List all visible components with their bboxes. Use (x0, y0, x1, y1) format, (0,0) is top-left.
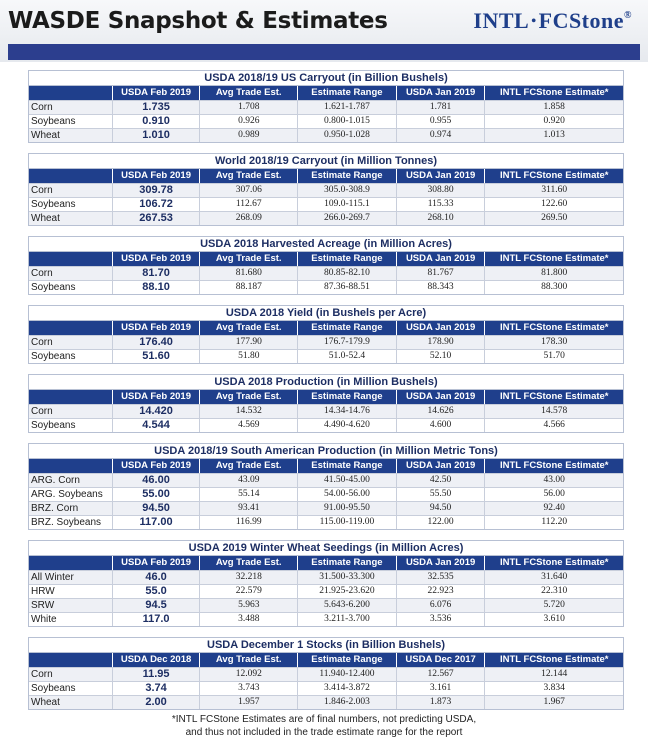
cell-est: 56.00 (543, 489, 565, 499)
header-cell-blank (29, 390, 113, 404)
cell-range: 109.0-115.1 (298, 198, 397, 211)
data-table (28, 637, 624, 710)
cell-avg: 12.092 (200, 668, 298, 681)
cell-avg: 116.99 (200, 516, 298, 529)
cell-est: 12.144 (541, 669, 568, 679)
footnote-line-1: *INTL FCStone Estimates are of final numbers, not predicting USDA, (171, 714, 477, 725)
row-label: ARG. Corn (29, 474, 113, 487)
cell-avg: 0.989 (200, 129, 298, 142)
cell-est: 51.70 (543, 351, 565, 361)
table-row (29, 570, 623, 584)
table-row (29, 197, 623, 211)
table-row (29, 349, 623, 363)
cell-main: 55.0 (113, 585, 201, 598)
cell-range: 1.621-1.787 (298, 101, 397, 114)
table-row (29, 266, 623, 280)
data-table (28, 540, 624, 627)
column-header: USDA Jan 2019 (397, 169, 486, 183)
table-row (29, 418, 623, 432)
cell-main: 11.95 (113, 668, 201, 681)
cell-main: 1.735 (113, 101, 201, 114)
cell-avg: 4.569 (200, 419, 298, 432)
column-header: USDA Feb 2019 (113, 321, 201, 335)
cell-avg: 81.680 (200, 267, 298, 280)
cell-prior: 122.00 (397, 516, 486, 529)
cell-main: 88.10 (113, 281, 201, 294)
column-header: USDA Feb 2019 (113, 252, 201, 266)
data-table (28, 443, 624, 530)
cell-main: 14.420 (113, 405, 201, 418)
cell-est: 92.40 (543, 503, 565, 513)
cell-prior: 178.90 (397, 336, 486, 349)
table-row (29, 612, 623, 626)
brand-logo (473, 8, 632, 34)
column-header: Avg Trade Est. (200, 321, 298, 335)
cell-prior: 42.50 (397, 474, 486, 487)
table-row (29, 598, 623, 612)
cell-main: 176.40 (113, 336, 201, 349)
cell-est: 1.013 (543, 130, 565, 140)
cell-avg: 93.41 (200, 502, 298, 515)
cell-prior: 94.50 (397, 502, 486, 515)
table-header-row (29, 252, 623, 266)
column-header: Avg Trade Est. (200, 252, 298, 266)
cell-range: 14.34-14.76 (298, 405, 397, 418)
cell-prior: 88.343 (397, 281, 486, 294)
table-row (29, 681, 623, 695)
row-label: BRZ. Soybeans (29, 516, 113, 529)
logo-text-intl: INTL (473, 8, 530, 33)
cell-prior: 308.80 (397, 184, 486, 197)
column-header: INTL FCStone Estimate* (499, 557, 609, 568)
cell-prior: 268.10 (397, 212, 486, 225)
table-title: USDA December 1 Stocks (in Billion Bushels) (29, 638, 623, 653)
row-label: Soybeans (29, 682, 113, 695)
cell-est: 1.967 (543, 697, 565, 707)
table-title: USDA 2018/19 South American Production (in Million Metric Tons) (29, 444, 623, 459)
table-title: USDA 2018 Yield (in Bushels per Acre) (29, 306, 623, 321)
cell-range: 41.50-45.00 (298, 474, 397, 487)
table-row (29, 501, 623, 515)
row-label: ARG. Soybeans (29, 488, 113, 501)
cell-est: 22.310 (541, 586, 568, 596)
cell-est: 3.610 (543, 614, 565, 624)
cell-range: 266.0-269.7 (298, 212, 397, 225)
cell-range: 91.00-95.50 (298, 502, 397, 515)
table-row (29, 695, 623, 709)
table-row (29, 473, 623, 487)
cell-est: 112.20 (541, 517, 568, 527)
cell-range: 5.643-6.200 (298, 599, 397, 612)
cell-avg: 14.532 (200, 405, 298, 418)
cell-avg: 1.708 (200, 101, 298, 114)
column-header: INTL FCStone Estimate* (499, 87, 609, 98)
data-table (28, 236, 624, 295)
cell-est: 88.300 (541, 282, 568, 292)
cell-range: 11.940-12.400 (298, 668, 397, 681)
cell-range: 3.211-3.700 (298, 613, 397, 626)
column-header: Estimate Range (298, 556, 397, 570)
cell-main: 81.70 (113, 267, 201, 280)
table-header-row (29, 86, 623, 100)
column-header: USDA Feb 2019 (113, 556, 201, 570)
cell-range: 54.00-56.00 (298, 488, 397, 501)
column-header: USDA Jan 2019 (397, 556, 486, 570)
table-row (29, 335, 623, 349)
column-header: Estimate Range (298, 252, 397, 266)
cell-avg: 43.09 (200, 474, 298, 487)
table-header-row (29, 459, 623, 473)
cell-est: 269.50 (541, 213, 568, 223)
footnote (0, 713, 648, 739)
cell-avg: 22.579 (200, 585, 298, 598)
column-header: Estimate Range (298, 390, 397, 404)
cell-prior: 22.923 (397, 585, 486, 598)
column-header: Estimate Range (298, 169, 397, 183)
table-header-row (29, 169, 623, 183)
cell-main: 3.74 (113, 682, 201, 695)
column-header: Estimate Range (298, 321, 397, 335)
column-header: USDA Feb 2019 (113, 459, 201, 473)
row-label: Corn (29, 101, 113, 114)
header-accent-bar (8, 44, 640, 60)
footnote-line-2: and thus not included in the trade estimate range for the report (185, 727, 463, 738)
cell-avg: 51.80 (200, 350, 298, 363)
cell-main: 106.72 (113, 198, 201, 211)
cell-est: 1.858 (543, 102, 565, 112)
column-header: Avg Trade Est. (200, 86, 298, 100)
cell-avg: 5.963 (200, 599, 298, 612)
cell-est: 5.720 (543, 600, 565, 610)
table-row (29, 114, 623, 128)
row-label: HRW (29, 585, 113, 598)
row-label: Corn (29, 336, 113, 349)
cell-est: 31.640 (541, 572, 568, 582)
row-label: Wheat (29, 129, 113, 142)
row-label: Corn (29, 405, 113, 418)
row-label: Soybeans (29, 350, 113, 363)
cell-est: 0.920 (543, 116, 565, 126)
logo-dot: • (531, 14, 537, 29)
cell-range: 1.846-2.003 (298, 696, 397, 709)
cell-main: 0.910 (113, 115, 201, 128)
cell-prior: 52.10 (397, 350, 486, 363)
table-row (29, 584, 623, 598)
row-label: White (29, 613, 113, 626)
header-cell-blank (29, 169, 113, 183)
cell-main: 1.010 (113, 129, 201, 142)
data-table (28, 70, 624, 143)
column-header: USDA Feb 2019 (113, 86, 201, 100)
column-header: USDA Jan 2019 (397, 390, 486, 404)
table-row (29, 183, 623, 197)
column-header: INTL FCStone Estimate* (499, 654, 609, 665)
column-header: INTL FCStone Estimate* (499, 391, 609, 402)
column-header: Avg Trade Est. (200, 653, 298, 667)
column-header: USDA Jan 2019 (397, 252, 486, 266)
column-header: Avg Trade Est. (200, 556, 298, 570)
column-header: Estimate Range (298, 459, 397, 473)
cell-range: 305.0-308.9 (298, 184, 397, 197)
table-title: USDA 2018 Harvested Acreage (in Million Acres) (29, 237, 623, 252)
cell-prior: 3.536 (397, 613, 486, 626)
cell-avg: 112.67 (200, 198, 298, 211)
table-header-row (29, 556, 623, 570)
cell-prior: 81.767 (397, 267, 486, 280)
row-label: Soybeans (29, 281, 113, 294)
column-header: INTL FCStone Estimate* (499, 460, 609, 471)
cell-avg: 88.187 (200, 281, 298, 294)
page-header (0, 0, 648, 62)
cell-prior: 6.076 (397, 599, 486, 612)
column-header: USDA Jan 2019 (397, 459, 486, 473)
cell-avg: 3.488 (200, 613, 298, 626)
cell-est: 122.60 (541, 199, 568, 209)
table-row (29, 280, 623, 294)
header-cell-blank (29, 86, 113, 100)
column-header: Avg Trade Est. (200, 390, 298, 404)
row-label: All Winter (29, 571, 113, 584)
cell-range: 87.36-88.51 (298, 281, 397, 294)
data-table (28, 153, 624, 226)
cell-prior: 3.161 (397, 682, 486, 695)
header-cell-blank (29, 653, 113, 667)
cell-prior: 1.781 (397, 101, 486, 114)
cell-range: 80.85-82.10 (298, 267, 397, 280)
side-disclaimer-strip (641, 60, 647, 400)
row-label: Soybeans (29, 115, 113, 128)
cell-est: 14.578 (541, 406, 568, 416)
cell-prior: 55.50 (397, 488, 486, 501)
cell-avg: 32.218 (200, 571, 298, 584)
cell-range: 115.00-119.00 (298, 516, 397, 529)
cell-range: 21.925-23.620 (298, 585, 397, 598)
data-table (28, 305, 624, 364)
cell-prior: 1.873 (397, 696, 486, 709)
header-cell-blank (29, 321, 113, 335)
logo-registered-mark: ® (624, 10, 632, 21)
cell-est: 4.566 (543, 420, 565, 430)
column-header: Avg Trade Est. (200, 459, 298, 473)
column-header: Avg Trade Est. (200, 169, 298, 183)
row-label: Wheat (29, 212, 113, 225)
cell-main: 94.5 (113, 599, 201, 612)
row-label: Wheat (29, 696, 113, 709)
cell-prior: 32.535 (397, 571, 486, 584)
cell-main: 4.544 (113, 419, 201, 432)
column-header: USDA Feb 2019 (113, 169, 201, 183)
row-label: Soybeans (29, 198, 113, 211)
column-header: Estimate Range (298, 653, 397, 667)
cell-range: 4.490-4.620 (298, 419, 397, 432)
row-label: Corn (29, 267, 113, 280)
cell-main: 55.00 (113, 488, 201, 501)
cell-est: 311.60 (541, 185, 568, 195)
row-label: SRW (29, 599, 113, 612)
cell-range: 176.7-179.9 (298, 336, 397, 349)
table-row (29, 211, 623, 225)
cell-avg: 307.06 (200, 184, 298, 197)
page-title: WASDE Snapshot & Estimates (8, 8, 388, 34)
data-table (28, 374, 624, 433)
row-label: Corn (29, 184, 113, 197)
column-header: INTL FCStone Estimate* (499, 170, 609, 181)
cell-prior: 0.974 (397, 129, 486, 142)
row-label: Soybeans (29, 419, 113, 432)
table-header-row (29, 653, 623, 667)
cell-main: 117.00 (113, 516, 201, 529)
table-row (29, 100, 623, 114)
logo-text-fcstone: FCStone (538, 8, 625, 33)
column-header: INTL FCStone Estimate* (499, 253, 609, 264)
cell-est: 3.834 (543, 683, 565, 693)
cell-main: 51.60 (113, 350, 201, 363)
cell-main: 94.50 (113, 502, 201, 515)
column-header: USDA Jan 2019 (397, 86, 486, 100)
cell-main: 46.0 (113, 571, 201, 584)
cell-range: 31.500-33.300 (298, 571, 397, 584)
cell-prior: 4.600 (397, 419, 486, 432)
cell-avg: 0.926 (200, 115, 298, 128)
table-row (29, 487, 623, 501)
cell-range: 51.0-52.4 (298, 350, 397, 363)
table-title: USDA 2018/19 US Carryout (in Billion Bushels) (29, 71, 623, 86)
cell-prior: 0.955 (397, 115, 486, 128)
row-label: BRZ. Corn (29, 502, 113, 515)
cell-prior: 12.567 (397, 668, 486, 681)
table-header-row (29, 390, 623, 404)
column-header: INTL FCStone Estimate* (499, 322, 609, 333)
table-title: USDA 2018 Production (in Million Bushels) (29, 375, 623, 390)
column-header: USDA Feb 2019 (113, 390, 201, 404)
cell-range: 3.414-3.872 (298, 682, 397, 695)
table-row (29, 515, 623, 529)
cell-main: 2.00 (113, 696, 201, 709)
table-header-row (29, 321, 623, 335)
cell-main: 46.00 (113, 474, 201, 487)
header-cell-blank (29, 556, 113, 570)
cell-range: 0.950-1.028 (298, 129, 397, 142)
cell-prior: 115.33 (397, 198, 486, 211)
header-cell-blank (29, 459, 113, 473)
header-cell-blank (29, 252, 113, 266)
table-title: USDA 2019 Winter Wheat Seedings (in Million Acres) (29, 541, 623, 556)
cell-range: 0.800-1.015 (298, 115, 397, 128)
cell-avg: 1.957 (200, 696, 298, 709)
cell-main: 117.0 (113, 613, 201, 626)
cell-main: 309.78 (113, 184, 201, 197)
cell-est: 43.00 (543, 475, 565, 485)
row-label: Corn (29, 668, 113, 681)
cell-main: 267.53 (113, 212, 201, 225)
cell-avg: 3.743 (200, 682, 298, 695)
cell-avg: 55.14 (200, 488, 298, 501)
table-row (29, 404, 623, 418)
cell-est: 81.800 (541, 268, 568, 278)
cell-avg: 177.90 (200, 336, 298, 349)
column-header: USDA Dec 2017 (397, 653, 486, 667)
table-title: World 2018/19 Carryout (in Million Tonnes) (29, 154, 623, 169)
cell-est: 178.30 (541, 337, 568, 347)
table-row (29, 667, 623, 681)
column-header: Estimate Range (298, 86, 397, 100)
column-header: USDA Jan 2019 (397, 321, 486, 335)
cell-prior: 14.626 (397, 405, 486, 418)
cell-avg: 268.09 (200, 212, 298, 225)
column-header: USDA Dec 2018 (113, 653, 201, 667)
table-row (29, 128, 623, 142)
